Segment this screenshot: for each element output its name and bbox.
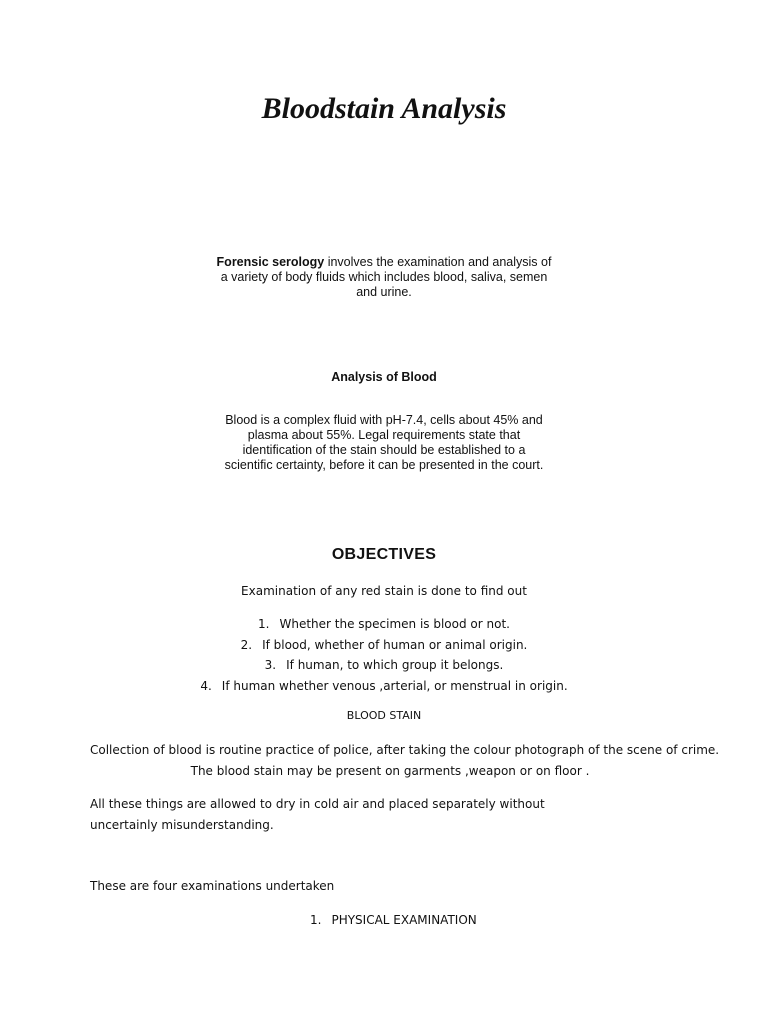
- drying-paragraph: All these things are allowed to dry in cold air and placed separately without uncertainly misunderstanding.: [90, 797, 545, 832]
- list-item: [0, 635, 768, 656]
- objectives-list: [0, 614, 768, 696]
- list-item-number: 1.: [310, 913, 322, 927]
- list-item-number: 1.: [258, 617, 270, 631]
- physical-examination-item: [310, 913, 477, 927]
- list-item-number: 2.: [240, 637, 253, 652]
- intro-bold-term: Forensic serology: [216, 255, 325, 269]
- list-item-text: If human whether venous ,arterial, or menstrual in origin.: [221, 678, 568, 693]
- analysis-heading: Analysis of Blood: [331, 370, 437, 384]
- objectives-heading: OBJECTIVES: [331, 546, 437, 563]
- objectives-intro: Examination of any red stain is done to find out: [241, 584, 527, 598]
- collection-paragraph: [90, 740, 720, 782]
- list-item-number: 3.: [264, 658, 277, 672]
- examinations-intro: These are four examinations undertaken: [90, 879, 335, 893]
- list-item: [0, 676, 768, 697]
- list-item: [0, 614, 768, 635]
- list-item-text: PHYSICAL EXAMINATION: [331, 913, 477, 927]
- list-item-text: If blood, whether of human or animal origin.: [262, 637, 528, 652]
- intro-paragraph: [214, 255, 554, 300]
- intro-text: involves the examination and analysis of a variety of body fluids which includes blood, saliva, semen and urine.: [220, 255, 552, 299]
- list-item: [0, 655, 768, 676]
- list-item-text: Whether the specimen is blood or not.: [279, 617, 510, 631]
- list-item-number: 4.: [200, 678, 212, 693]
- blood-stain-heading: BLOOD STAIN: [346, 709, 422, 722]
- list-item-text: If human, to which group it belongs.: [286, 658, 504, 672]
- analysis-paragraph: Blood is a complex fluid with pH-7.4, cells about 45% and plasma about 55%. Legal requirements state that identification of the stain should be established to a scientific certainty, before it can be presented in the court.: [224, 413, 544, 472]
- collection-line-2: The blood stain may be present on garments ,weapon or on floor .: [190, 764, 590, 778]
- page-title: Bloodstain Analysis: [261, 92, 507, 125]
- collection-line-1: Collection of blood is routine practice of police, after taking the colour photograph of the scene of crime.: [90, 743, 720, 757]
